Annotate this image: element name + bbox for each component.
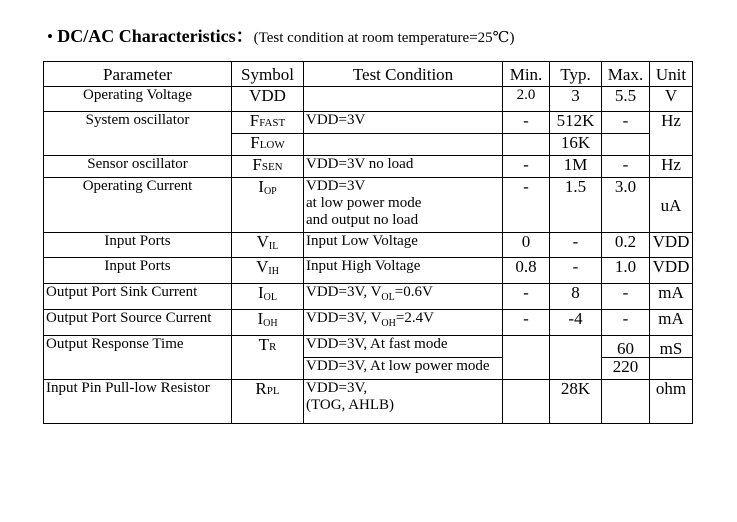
- symbol-cell: $V_{IL}$: [232, 233, 304, 258]
- max-cell: 5.5: [602, 87, 650, 112]
- min-cell: -: [503, 310, 550, 336]
- min-cell: -: [503, 112, 550, 134]
- min-cell: 2.0: [503, 87, 550, 112]
- dc-ac-characteristics-table: [43, 61, 693, 424]
- condition-cell: VDD=3V, $V_{OH}=2.4V$: [304, 310, 503, 336]
- max-cell: 60: [602, 336, 650, 358]
- min-cell: [503, 380, 550, 424]
- test-condition-note: (Test condition at room temperature=25℃): [253, 30, 515, 46]
- symbol-cell: FSEN: [232, 156, 304, 178]
- table-row: [44, 284, 693, 310]
- min-cell: 0.8: [503, 258, 550, 284]
- max-cell: 220: [602, 358, 650, 380]
- table-row: [44, 380, 693, 424]
- typ-cell: -: [550, 233, 602, 258]
- condition-cell: VDD=3V no load: [304, 156, 503, 178]
- table-row: [44, 233, 693, 258]
- max-cell: 3.0: [602, 178, 650, 233]
- symbol-cell: RPL: [232, 380, 304, 424]
- condition-cell: VDD=3V, At fast mode: [304, 336, 503, 358]
- parameter-cell: Sensor oscillator: [44, 156, 232, 178]
- symbol-cell: $I_{OP}$: [232, 178, 304, 233]
- condition-cell: [304, 134, 503, 156]
- unit-cell: VDD: [650, 233, 693, 258]
- header-parameter: Parameter: [44, 62, 232, 87]
- table-row: [44, 87, 693, 112]
- condition-cell: VDD=3V at low power mode and output no load: [304, 178, 503, 233]
- bullet: •: [47, 27, 53, 46]
- typ-cell: 1M: [550, 156, 602, 178]
- max-cell: 1.0: [602, 258, 650, 284]
- condition-cell: VDD=3V, At low power mode: [304, 358, 503, 380]
- parameter-cell: Output Port Source Current: [44, 310, 232, 336]
- section-title: DC/AC Characteristics：: [57, 26, 254, 46]
- condition-cell: Input Low Voltage: [304, 233, 503, 258]
- min-cell: 0: [503, 233, 550, 258]
- typ-cell: 8: [550, 284, 602, 310]
- typ-cell: -4: [550, 310, 602, 336]
- parameter-cell: Operating Current: [44, 178, 232, 233]
- min-cell: [503, 134, 550, 156]
- max-cell: [602, 134, 650, 156]
- max-cell: -: [602, 156, 650, 178]
- unit-cell: ohm: [650, 380, 693, 424]
- typ-cell: -: [550, 258, 602, 284]
- symbol-cell: FFAST: [232, 112, 304, 134]
- parameter-cell: Output Port Sink Current: [44, 284, 232, 310]
- header-test-condition: Test Condition: [304, 62, 503, 87]
- parameter-cell: Input Pin Pull-low Resistor: [44, 380, 232, 424]
- max-cell: [602, 380, 650, 424]
- unit-cell: [650, 358, 693, 380]
- typ-cell: 1.5: [550, 178, 602, 233]
- unit-cell: V: [650, 87, 693, 112]
- condition-cell: VDD=3V: [304, 112, 503, 134]
- parameter-cell: Input Ports: [44, 258, 232, 284]
- header-row: [44, 62, 693, 87]
- symbol-cell: $I_{OH}$: [232, 310, 304, 336]
- unit-cell: Hz: [650, 156, 693, 178]
- min-cell: -: [503, 284, 550, 310]
- section-heading: [47, 22, 514, 48]
- table-row: [44, 178, 693, 233]
- typ-cell: [550, 336, 602, 380]
- table-row: [44, 258, 693, 284]
- parameter-cell: Input Ports: [44, 233, 232, 258]
- max-cell: -: [602, 112, 650, 134]
- table-row: [44, 336, 693, 358]
- max-cell: -: [602, 284, 650, 310]
- unit-cell: mA: [650, 310, 693, 336]
- unit-cell: mA: [650, 284, 693, 310]
- condition-cell: VDD=3V, (TOG, AHLB): [304, 380, 503, 424]
- symbol-cell: $I_{OL}$: [232, 284, 304, 310]
- min-cell: [503, 336, 550, 380]
- condition-cell: Input High Voltage: [304, 258, 503, 284]
- min-cell: -: [503, 178, 550, 233]
- header-symbol: Symbol: [232, 62, 304, 87]
- symbol-cell: VDD: [232, 87, 304, 112]
- unit-cell: Hz: [650, 112, 693, 156]
- header-unit: Unit: [650, 62, 693, 87]
- typ-cell: 3: [550, 87, 602, 112]
- parameter-cell: Operating Voltage: [44, 87, 232, 112]
- table-row: [44, 112, 693, 134]
- unit-cell: uA: [650, 178, 693, 233]
- unit-cell: mS: [650, 336, 693, 358]
- header-typ: Typ.: [550, 62, 602, 87]
- header-max: Max.: [602, 62, 650, 87]
- table-row: [44, 310, 693, 336]
- typ-cell: 16K: [550, 134, 602, 156]
- parameter-cell: Output Response Time: [44, 336, 232, 380]
- symbol-cell: TR: [232, 336, 304, 380]
- unit-cell: VDD: [650, 258, 693, 284]
- max-cell: 0.2: [602, 233, 650, 258]
- condition-cell: [304, 87, 503, 112]
- min-cell: -: [503, 156, 550, 178]
- symbol-cell: FLOW: [232, 134, 304, 156]
- symbol-cell: $V_{IH}$: [232, 258, 304, 284]
- max-cell: -: [602, 310, 650, 336]
- table-row: [44, 156, 693, 178]
- condition-cell: VDD=3V, $V_{OL}=0.6V$: [304, 284, 503, 310]
- parameter-cell: System oscillator: [44, 112, 232, 156]
- header-min: Min.: [503, 62, 550, 87]
- typ-cell: 28K: [550, 380, 602, 424]
- typ-cell: 512K: [550, 112, 602, 134]
